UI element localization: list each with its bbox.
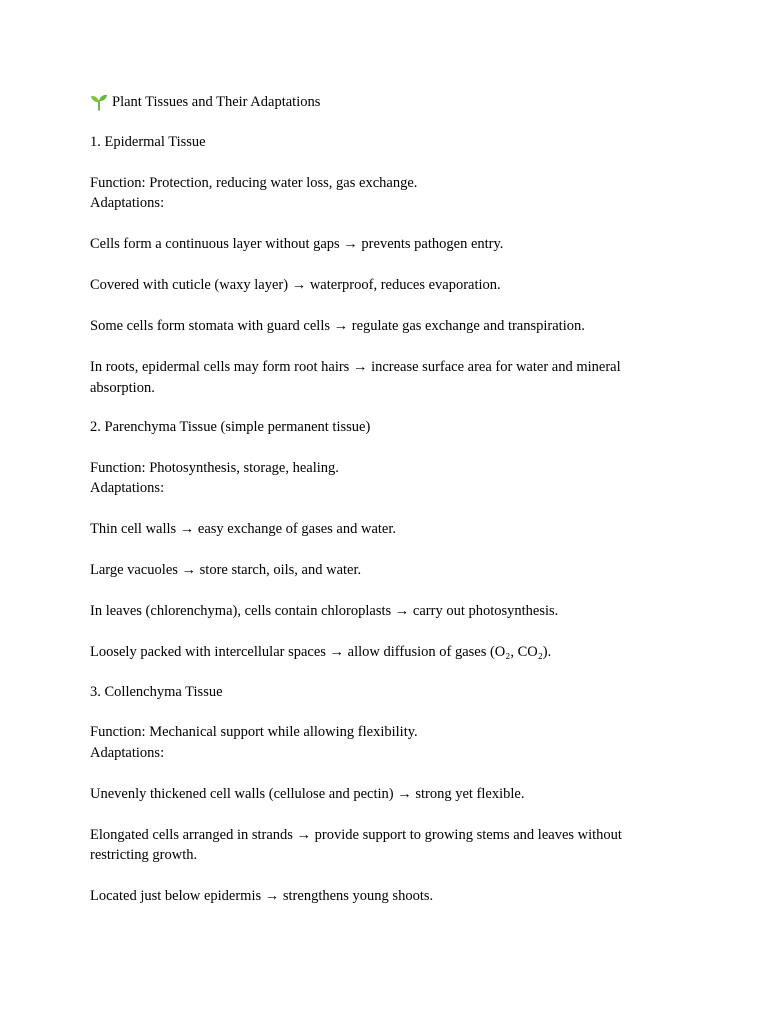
seedling-icon — [90, 93, 108, 111]
adaptations-label: Adaptations: — [90, 744, 165, 761]
section-collenchyma — [90, 682, 680, 907]
list-item: Cells form a continuous layer without gaps → prevents pathogen entry. — [90, 236, 504, 252]
section-heading: 2. Parenchyma Tissue (simple permanent tissue) — [90, 419, 371, 435]
section-parenchyma — [90, 417, 680, 663]
list-item: Some cells form stomata with guard cells → regulate gas exchange and transpiration. — [90, 318, 585, 334]
section-epidermal — [90, 132, 680, 398]
list-item: In leaves (chlorenchyma), cells contain chloroplasts → carry out photosynthesis. — [90, 603, 559, 619]
function-text: Function: Photosynthesis, storage, healing. — [90, 459, 339, 476]
list-item: Covered with cuticle (waxy layer) → waterproof, reduces evaporation. — [90, 277, 501, 293]
list-item: Large vacuoles → store starch, oils, and water. — [90, 562, 362, 578]
list-item: Thin cell walls → easy exchange of gases and water. — [90, 521, 397, 537]
list-item: Unevenly thickened cell walls (cellulose and pectin) → strong yet flexible. — [90, 785, 525, 802]
section-heading: 3. Collenchyma Tissue — [90, 683, 223, 700]
document-title — [90, 91, 680, 113]
function-text: Function: Protection, reducing water loss, gas exchange. — [90, 174, 418, 191]
adaptations-label: Adaptations: — [90, 195, 165, 211]
document-page — [90, 91, 680, 907]
section-heading: 1. Epidermal Tissue — [90, 134, 206, 150]
list-item: Elongated cells arranged in strands → provide support to growing stems and leaves without restricting growth. — [90, 826, 622, 863]
list-item: Located just below epidermis → strengthens young shoots. — [90, 888, 434, 904]
function-text: Function: Mechanical support while allowing flexibility. — [90, 724, 418, 740]
list-item: In roots, epidermal cells may form root hairs → increase surface area for water and mineral absorption. — [90, 359, 621, 396]
title-text: Plant Tissues and Their Adaptations — [112, 93, 321, 110]
adaptations-label: Adaptations: — [90, 480, 165, 496]
list-item: Loosely packed with intercellular spaces → allow diffusion of gases (O₂, CO₂). — [90, 644, 552, 660]
